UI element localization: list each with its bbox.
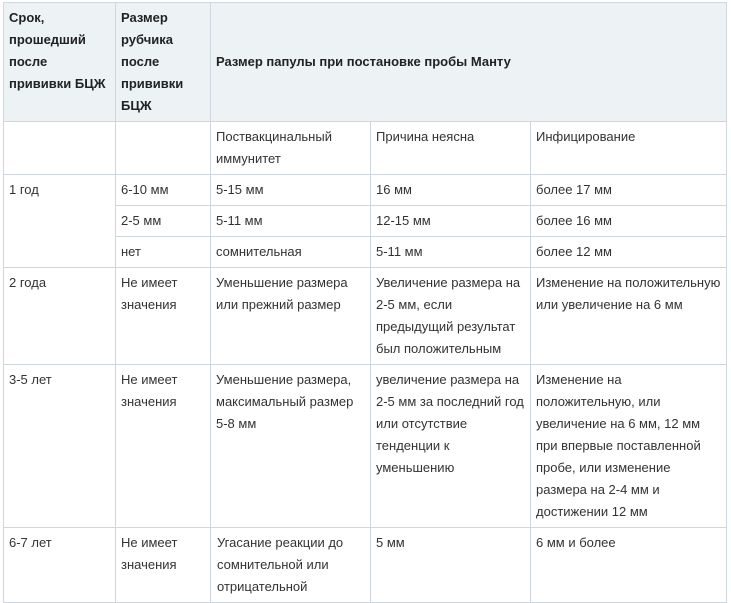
cell-infection: более 17 мм [531, 175, 727, 206]
table-row [4, 528, 727, 603]
cell-postvaccinal: Угасание реакции до сомнительной или отрицательной [211, 528, 371, 603]
mantoux-table [3, 2, 727, 603]
subheader-infection: Инфицирование [531, 122, 727, 175]
cell-postvaccinal: 5-11 мм [211, 206, 371, 237]
header-scar-size: Размер рубчика после прививки БЦЖ [116, 3, 211, 122]
cell-postvaccinal: сомнительная [211, 237, 371, 268]
cell-infection: более 16 мм [531, 206, 727, 237]
header-papule-size: Размер папулы при постановке пробы Манту [211, 3, 727, 122]
header-row [4, 3, 727, 122]
cell-unclear: 5-11 мм [371, 237, 531, 268]
cell-postvaccinal: 5-15 мм [211, 175, 371, 206]
cell-unclear: Увеличение размера на 2-5 мм, если предыдущий результат был положительным [371, 268, 531, 365]
subheader-unclear: Причина неясна [371, 122, 531, 175]
cell-scar: Не имеет значения [116, 268, 211, 365]
cell-scar: Не имеет значения [116, 528, 211, 603]
cell-unclear: 5 мм [371, 528, 531, 603]
subheader-postvaccinal: Поствакцинальный иммунитет [211, 122, 371, 175]
cell-infection: Изменение на положительную, или увеличение на 6 мм, 12 мм при впервые поставленной пробе, или изменение размера на 2-4 мм и достижении 12 мм [531, 365, 727, 528]
cell-scar: Не имеет значения [116, 365, 211, 528]
subheader-empty-1 [4, 122, 116, 175]
cell-period: 1 год [4, 175, 116, 268]
cell-period: 3-5 лет [4, 365, 116, 528]
header-period: Срок, прошедший после прививки БЦЖ [4, 3, 116, 122]
cell-unclear: 16 мм [371, 175, 531, 206]
table-row [4, 268, 727, 365]
cell-infection: более 12 мм [531, 237, 727, 268]
cell-infection: Изменение на положительную или увеличение на 6 мм [531, 268, 727, 365]
subheader-row [4, 122, 727, 175]
cell-infection: 6 мм и более [531, 528, 727, 603]
cell-period: 6-7 лет [4, 528, 116, 603]
subheader-empty-2 [116, 122, 211, 175]
table-row [4, 365, 727, 528]
cell-period: 2 года [4, 268, 116, 365]
table-row [4, 175, 727, 206]
cell-scar: 6-10 мм [116, 175, 211, 206]
cell-unclear: 12-15 мм [371, 206, 531, 237]
cell-postvaccinal: Уменьшение размера или прежний размер [211, 268, 371, 365]
cell-scar: 2-5 мм [116, 206, 211, 237]
cell-scar: нет [116, 237, 211, 268]
cell-unclear: увеличение размера на 2-5 мм за последний год или отсутствие тенденции к уменьшению [371, 365, 531, 528]
cell-postvaccinal: Уменьшение размера, максимальный размер 5-8 мм [211, 365, 371, 528]
